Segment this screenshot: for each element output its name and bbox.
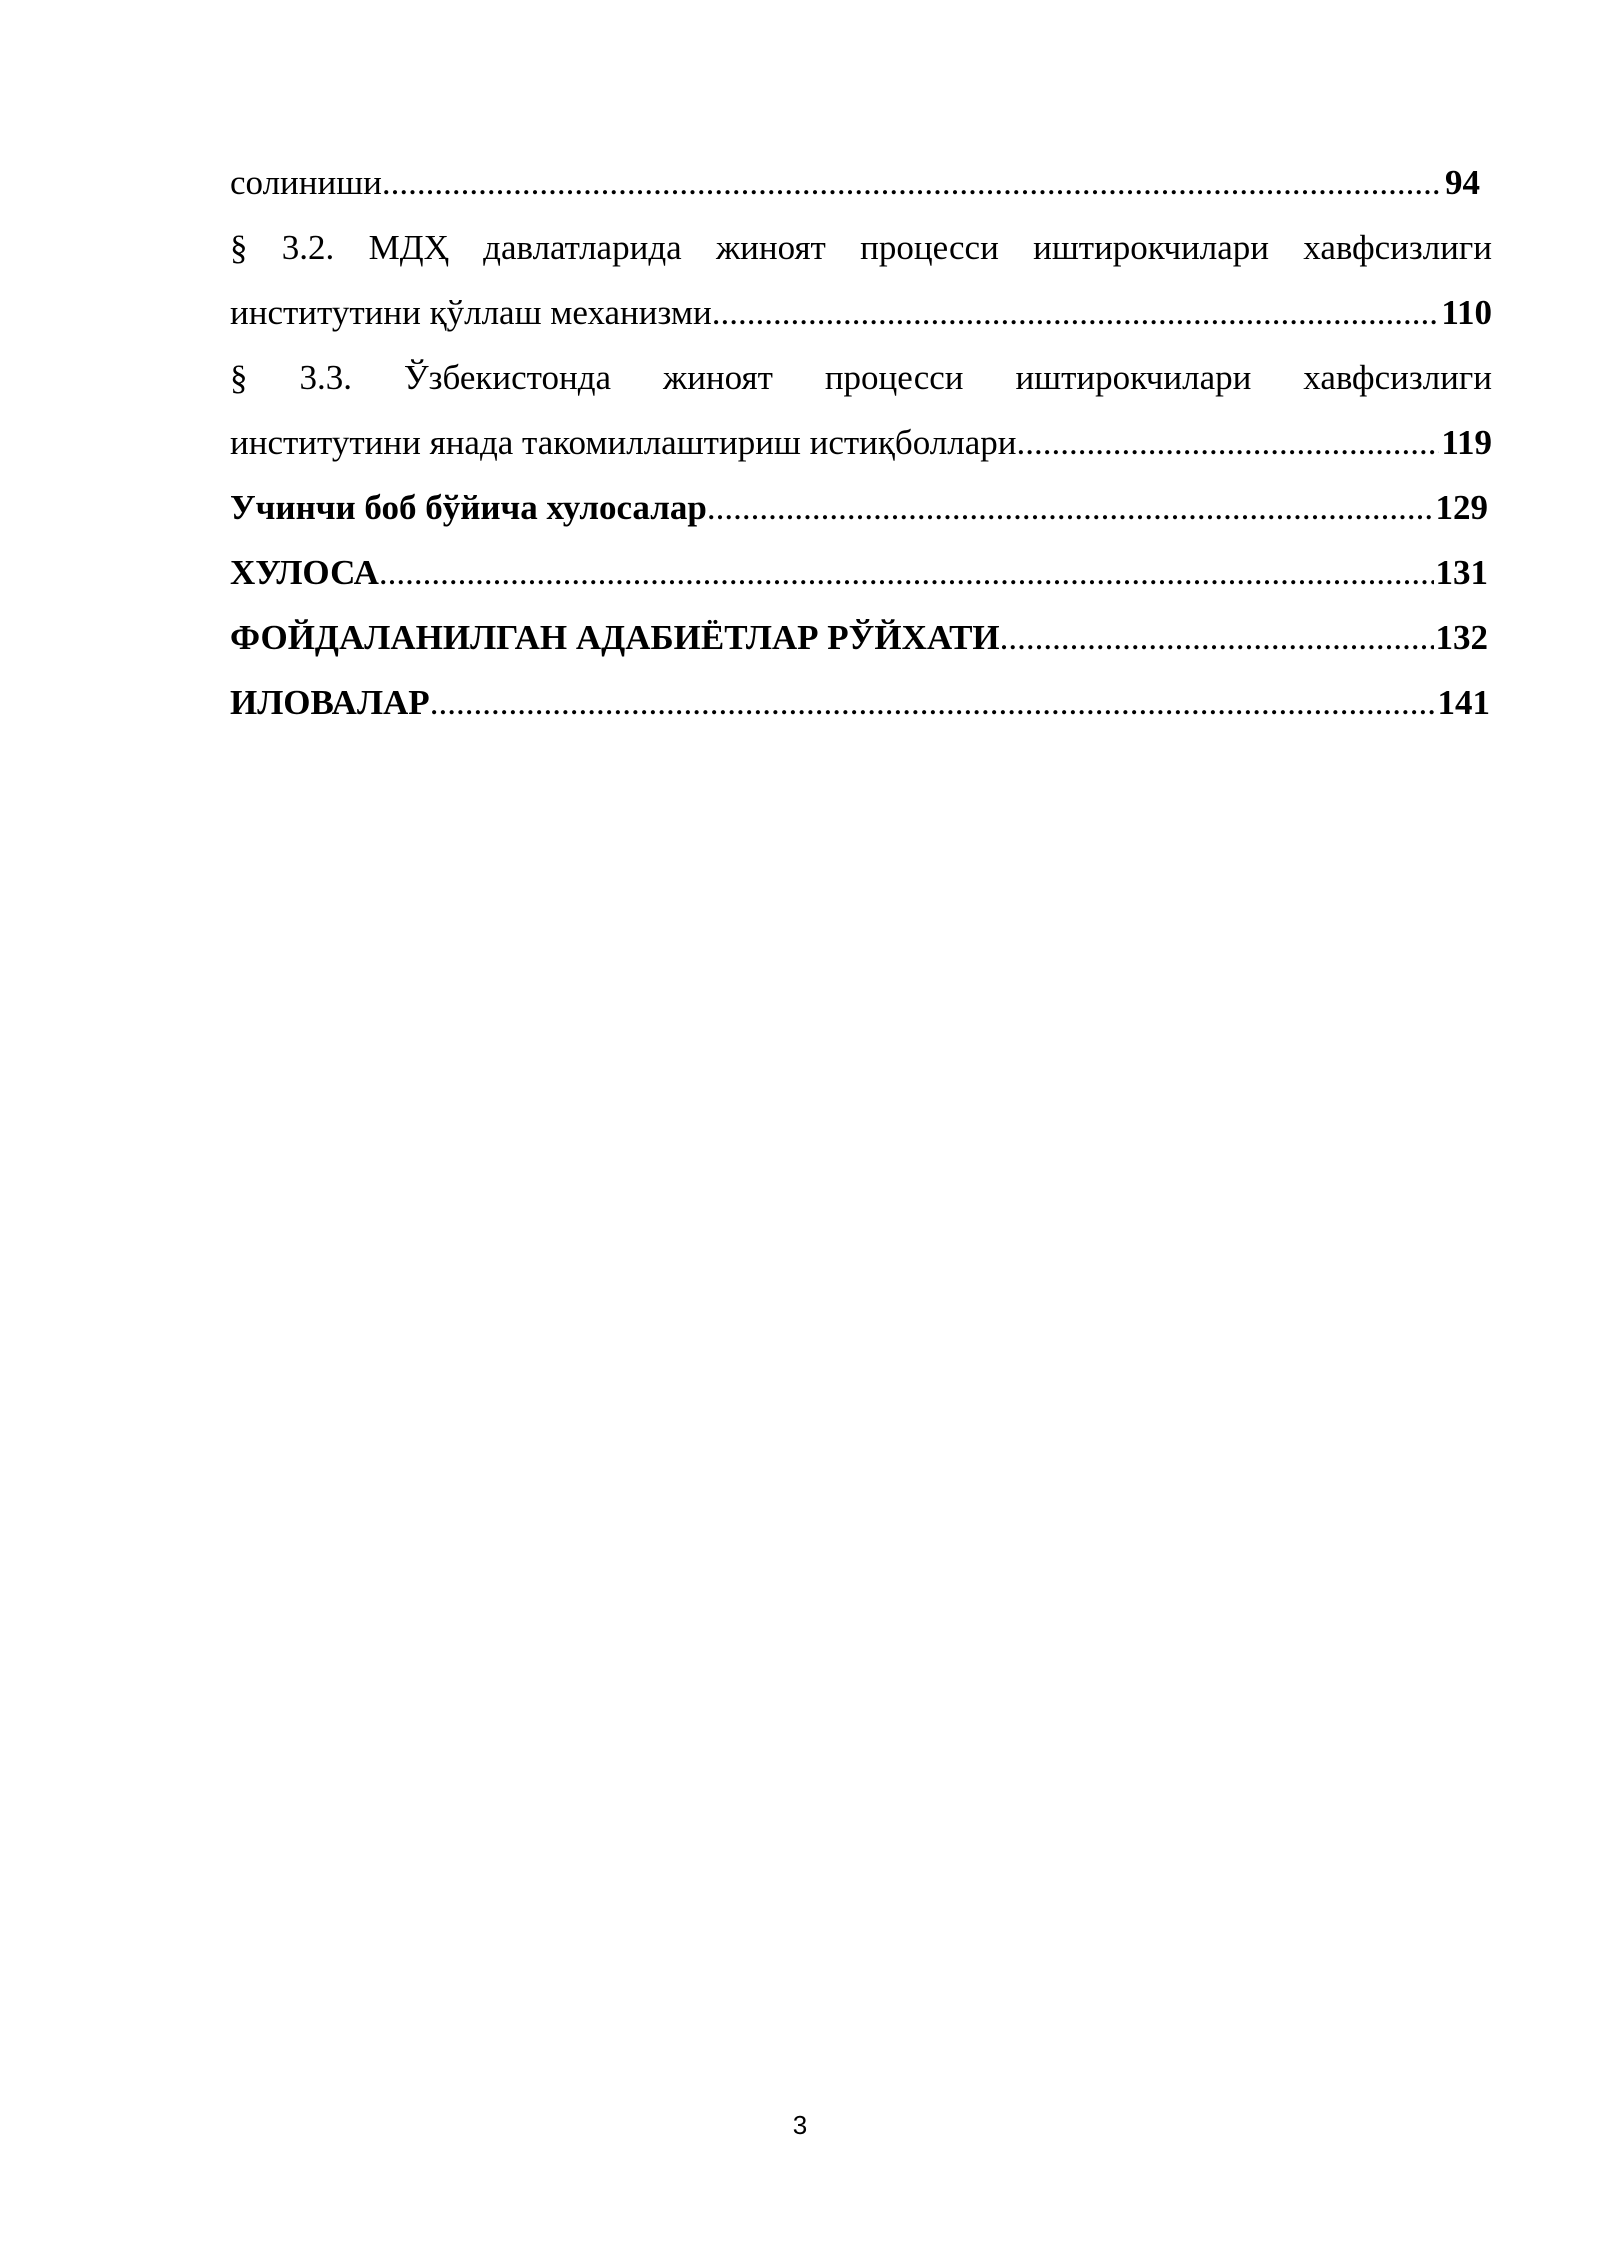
toc-page-number: 141 — [1437, 683, 1490, 722]
toc-line-justified: § 3.3. Ўзбекистонда жиноят процесси иштирокчилари хавфсизлиги — [230, 358, 1492, 397]
toc-entry-title: Учинчи боб бўйича хулосалар — [230, 488, 707, 527]
toc-page-number: 110 — [1441, 293, 1492, 332]
dot-leader — [712, 280, 1440, 345]
toc-entry-bibliography — [230, 605, 1492, 670]
page-number-footer: 3 — [792, 2110, 808, 2140]
toc-line — [230, 410, 1492, 475]
toc-line — [230, 280, 1492, 345]
toc-page-number: 94 — [1445, 163, 1480, 202]
toc-line — [230, 670, 1492, 735]
toc-entry-title: институтини янада такомиллаштириш истиқболлари — [230, 423, 1017, 462]
dot-leader — [707, 475, 1434, 540]
toc-entry-title: солиниши — [230, 163, 382, 202]
toc-entry-title: ФОЙДАЛАНИЛГАН АДАБИЁТЛАР РЎЙХАТИ — [230, 618, 1000, 657]
toc-entry-conclusion — [230, 540, 1492, 605]
dot-leader — [1016, 410, 1439, 475]
toc-line — [230, 605, 1492, 670]
toc-line-justified: § 3.2. МДҲ давлатларида жиноят процесси иштирокчилари хавфсизлиги — [230, 228, 1492, 267]
toc-page-number: 132 — [1435, 618, 1488, 657]
dot-leader — [379, 540, 1434, 605]
toc-entry-chapter-3-conclusions — [230, 475, 1492, 540]
toc-entry-title: ХУЛОСА — [230, 553, 379, 592]
toc-page-number: 131 — [1435, 553, 1488, 592]
toc-entry-appendices — [230, 670, 1492, 735]
dot-leader — [430, 670, 1436, 735]
table-of-contents — [230, 150, 1492, 735]
toc-page-number: 129 — [1435, 488, 1488, 527]
toc-entry-title: институтини қўллаш механизми — [230, 293, 712, 332]
dot-leader — [1000, 605, 1434, 670]
toc-entry-section-3-3 — [230, 345, 1492, 475]
toc-entry-section-3-2 — [230, 215, 1492, 345]
toc-line — [230, 540, 1492, 605]
toc-entry-title: ИЛОВАЛАР — [230, 683, 430, 722]
toc-line — [230, 475, 1492, 540]
toc-line — [230, 150, 1492, 215]
dot-leader — [382, 150, 1443, 215]
toc-entry-section-3-1-continuation — [230, 150, 1492, 215]
toc-page-number: 119 — [1441, 423, 1492, 462]
